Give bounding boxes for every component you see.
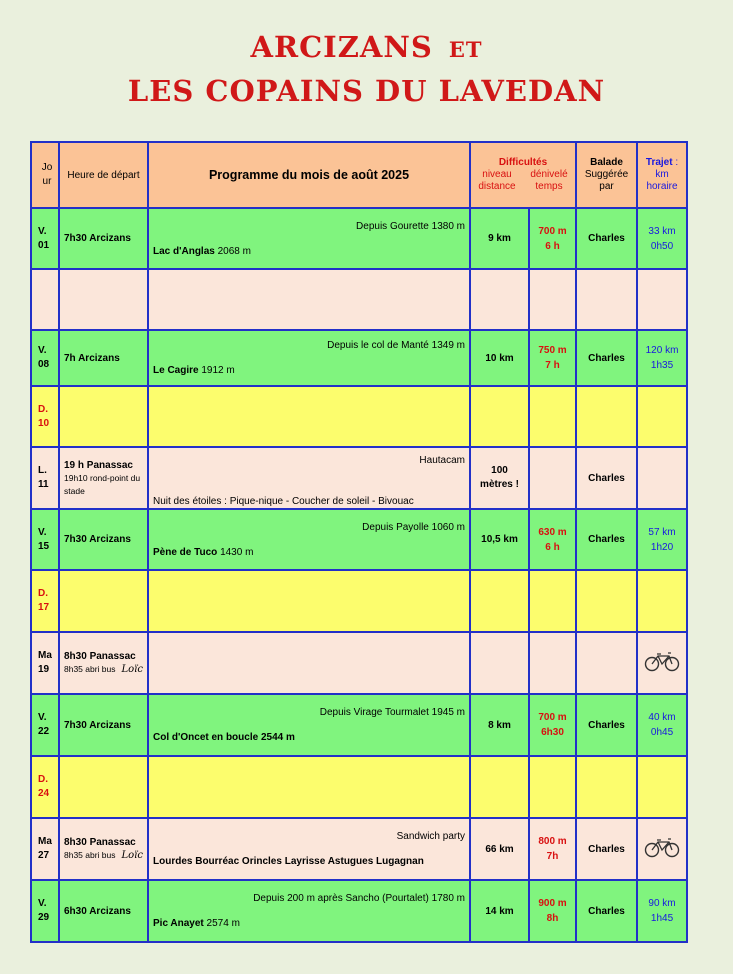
guide-cell: Charles xyxy=(576,880,637,942)
guide-cell: Charles xyxy=(576,447,637,509)
signature: Loïc xyxy=(121,850,143,861)
day-cell: V. 08 xyxy=(31,330,59,386)
table-row xyxy=(31,756,687,818)
trajet-cell: 120 km 1h35 xyxy=(637,330,687,386)
distance-cell: 8 km xyxy=(470,694,529,756)
day-cell: L. 11 xyxy=(31,447,59,509)
table-row xyxy=(31,818,687,880)
guide-cell: Charles xyxy=(576,818,637,880)
table-row xyxy=(31,208,687,269)
day-cell: D. 10 xyxy=(31,386,59,447)
header-temps: temps xyxy=(535,181,563,192)
header-difficultes xyxy=(470,142,576,208)
guide-cell: Charles xyxy=(576,330,637,386)
distance-cell: 10 km xyxy=(470,330,529,386)
distance-cell: 100 mètres ! xyxy=(470,447,529,509)
denivele-cell: 800 m 7h xyxy=(529,818,576,880)
depart-cell: 7h Arcizans xyxy=(59,330,148,386)
day-cell: V. 29 xyxy=(31,880,59,942)
header-niveau: niveau xyxy=(482,169,512,180)
day-cell: V. 22 xyxy=(31,694,59,756)
depart-cell: 7h30 Arcizans xyxy=(59,509,148,570)
guide-cell: Charles xyxy=(576,208,637,269)
bicycle-icon xyxy=(644,652,680,672)
trajet-cell xyxy=(637,632,687,694)
day-cell: V. 01 xyxy=(31,208,59,269)
denivele-cell: 630 m 6 h xyxy=(529,509,576,570)
table-row xyxy=(31,880,687,942)
denivele-cell: 900 m 8h xyxy=(529,880,576,942)
trajet-cell: 33 km 0h50 xyxy=(637,208,687,269)
day-cell: D. 24 xyxy=(31,756,59,818)
depart-cell: 7h30 Arcizans xyxy=(59,208,148,269)
header-depart: Heure de départ xyxy=(59,142,148,208)
day-cell: D. 17 xyxy=(31,570,59,632)
distance-cell: 14 km xyxy=(470,880,529,942)
header-difficultes-label: Difficultés xyxy=(498,157,548,168)
header-denivele: dénivelé xyxy=(530,169,568,180)
distance-cell: 9 km xyxy=(470,208,529,269)
table-row-empty xyxy=(31,269,687,330)
day-cell: Ma 19 xyxy=(31,632,59,694)
day-cell: Ma 27 xyxy=(31,818,59,880)
denivele-cell: 750 m 7 h xyxy=(529,330,576,386)
depart-cell: 8h30 Panassac 8h35 abri bus Loïc xyxy=(59,632,148,694)
title-line-1: ARCIZANS ET xyxy=(250,30,483,64)
day-cell: V. 15 xyxy=(31,509,59,570)
denivele-cell: 700 m 6h30 xyxy=(529,694,576,756)
distance-cell: 66 km xyxy=(470,818,529,880)
signature: Loïc xyxy=(121,664,143,675)
depart-cell: 19 h Panassac 19h10 rond-point du stade xyxy=(59,447,148,509)
program-table xyxy=(30,141,688,943)
trajet-cell: 57 km 1h20 xyxy=(637,509,687,570)
title-et: ET xyxy=(448,37,483,62)
header-row xyxy=(31,142,687,208)
bicycle-icon xyxy=(644,838,680,858)
table-row xyxy=(31,570,687,632)
programme-cell: Col d'Oncet en boucle 2544 m Depuis Virage Tourmalet 1945 m xyxy=(148,694,470,756)
header-jour: Jo ur xyxy=(31,142,59,208)
table-row xyxy=(31,694,687,756)
distance-cell: 10,5 km xyxy=(470,509,529,570)
guide-cell: Charles xyxy=(576,694,637,756)
guide-cell: Charles xyxy=(576,509,637,570)
trajet-cell: 90 km 1h45 xyxy=(637,880,687,942)
table-row xyxy=(31,330,687,386)
depart-cell: 7h30 Arcizans xyxy=(59,694,148,756)
programme-cell: Lac d'Anglas 2068 m Depuis Gourette 1380 m xyxy=(148,208,470,269)
table-row xyxy=(31,509,687,570)
header-balade: Balade Suggérée par xyxy=(576,142,637,208)
title-line-2: LES COPAINS DU LAVEDAN xyxy=(127,74,606,108)
programme-cell: Nuit des étoiles : Pique-nique - Coucher de soleil - Bivouac Hautacam xyxy=(148,447,470,509)
header-distance: distance xyxy=(478,181,516,192)
denivele-cell: 700 m 6 h xyxy=(529,208,576,269)
programme-cell: Pic Anayet 2574 m Depuis 200 m après Sancho (Pourtalet) 1780 m xyxy=(148,880,470,942)
table-row xyxy=(31,386,687,447)
depart-cell: 6h30 Arcizans xyxy=(59,880,148,942)
depart-cell: 8h30 Panassac 8h35 abri bus Loïc xyxy=(59,818,148,880)
table-row xyxy=(31,447,687,509)
table-row xyxy=(31,632,687,694)
trajet-cell: 40 km 0h45 xyxy=(637,694,687,756)
header-trajet: Trajet : km horaire xyxy=(637,142,687,208)
programme-cell: Pène de Tuco 1430 m Depuis Payolle 1060 m xyxy=(148,509,470,570)
programme-cell: Le Cagire 1912 m Depuis le col de Manté 1349 m xyxy=(148,330,470,386)
header-programme: Programme du mois de août 2025 xyxy=(148,142,470,208)
trajet-cell xyxy=(637,818,687,880)
programme-cell: Lourdes Bourréac Orincles Layrisse Astugues Lugagnan Sandwich party xyxy=(148,818,470,880)
